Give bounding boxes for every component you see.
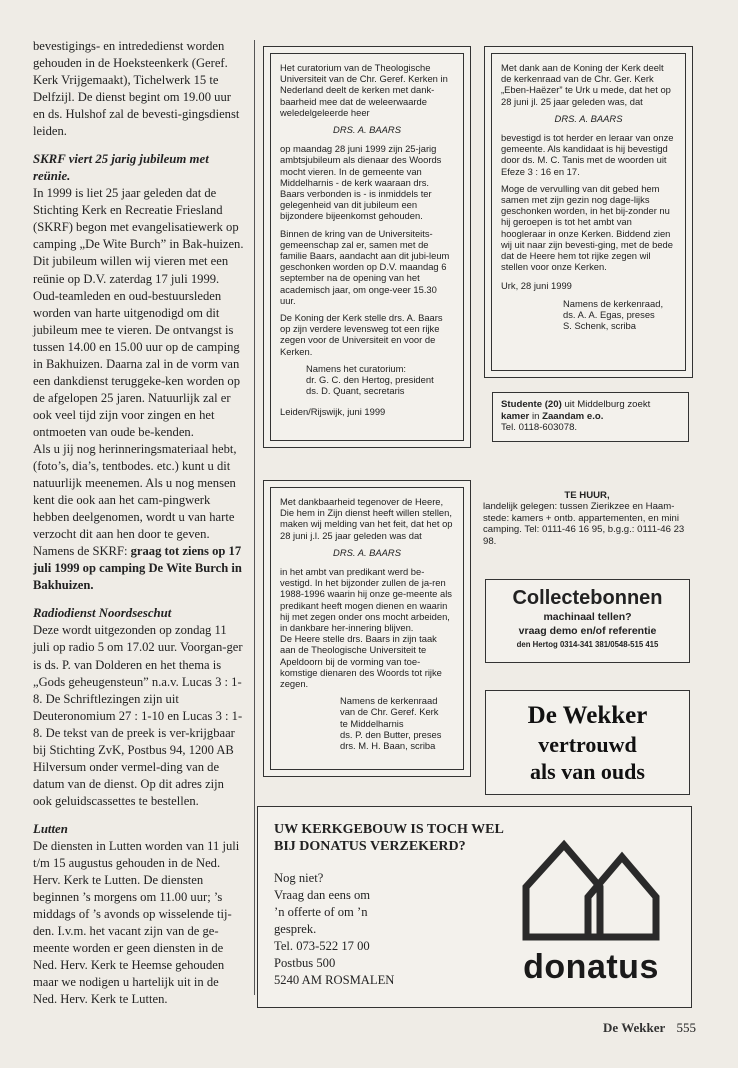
footer-magazine: De Wekker: [603, 1020, 666, 1035]
intro-paragraph: bevestigings- en intrededienst worden gehouden in de Hoeksteenkerk (Geref. Kerk Vrijgemaakt), Tichelwerk 15 te Delfzijl. De dienst begint om 19.00 uur en ds. Hulshof zal de bevesti-gingsdienst leiden.: [33, 39, 240, 139]
curatorium-paragraph-1: op maandag 28 juni 1999 zijn 25-jarig ambtsjubileum als dienaar des Woords mocht vieren. In de gemeente van Middelharnis - de kerk waaraan drs. Baars verbonden is - is inmiddels ter gelegenheid van dit jubileum een bijzondere bijeenkomst gehouden.: [280, 143, 442, 222]
middelharnis-sign-5: drs. M. H. Baan, scriba: [340, 740, 436, 752]
te-huur-text: landelijk gelegen: tussen Zierikzee en Haam-stede: kamers + ontb. appartementen, en mini camping. Tel: 0111-46 16 95, b.g.g.: 0111-46 23 98.: [483, 501, 685, 547]
curatorium-place: Leiden/Rijswijk, juni 1999: [280, 406, 386, 418]
skrf-heading: SKRF viert 25 jarig jubileum met reünie.: [33, 152, 209, 184]
lutten-paragraph: De diensten in Lutten worden van 11 juli t/m 15 augustus gehouden in de Ned. Herv. Kerk te Lutten. De diensten beginnen ’s morgens om 11.00 uur; ’s middags of ’s avonds op wisselende tij-den. I.v.m. het vacant zijn van de ge-meente worden er geen diensten in de Ned. Herv. Kerk te Heemse gehouden maar we nodigen u hartelijk uit in de Ned. Herv. Kerk te Lutten.: [33, 838, 240, 1007]
donatus-ad: [257, 806, 692, 1008]
lutten-heading: Lutten: [33, 821, 68, 836]
collecte-title: Collectebonnen: [512, 587, 663, 609]
urk-paragraph-1: bevestigd is tot herder en leraar van onze gemeente. Als kandidaat is hij bevestigd door ds. M. C. Tanis met de woorden uit Efeze 3 : 16 en 17.: [501, 132, 674, 177]
middelharnis-paragraph-1: in het ambt van predikant werd be-vestigd. In het bijzonder zullen de ja-ren 1988-1996 waarin hij onze ge-meente als predikant heeft mogen dienen en waarin hij met zegen onder ons mocht arbeiden, in dankbare her-innering blijven.: [280, 566, 452, 634]
collecte-ad: [485, 579, 690, 663]
donatus-logo: donatus: [523, 948, 659, 986]
skrf-invite: graag tot ziens op 17 juli 1999 op camping De Wite Burch in Bakhuizen.: [33, 544, 242, 593]
collecte-contact: den Hertog 0314-341 381/0548-515 415: [516, 640, 659, 649]
te-huur-ad: [483, 490, 691, 547]
footer-page-number: 555: [676, 1020, 696, 1035]
donatus-line-7: 5240 AM ROSMALEN: [274, 973, 395, 987]
curatorium-sign-3: ds. D. Quant, secretaris: [306, 385, 405, 397]
skrf-paragraph-1: In 1999 is liet 25 jaar geleden dat de Stichting Kerk en Recreatie Friesland (SKRF) begon met evangelisatiewerk op camping „De Wite Burch” in Bak-huizen.: [33, 186, 244, 252]
radio-paragraph: Deze wordt uitgezonden op zondag 11 juli op radio 5 om 17.02 uur. Voorgan-ger is ds. P. van Dolderen en het thema is „Gods geheugensteun” n.a.v. Lucas 3 : 1-8. De Schriftlezingen zijn uit Deuteronomium 27 : 1-10 en Lucas 3 : 1-8. De tekst van de preek is ver-krijgbaar bij Stichting ZvK, Postbus 94, 1200 AB Hilversum onder vermel-ding van de datum van de dienst. Op dit adres zijn ook geluidscassettes te bestellen.: [33, 623, 243, 808]
urk-intro: Met dank aan de Koning der Kerk deelt de kerkenraad van de Chr. Ger. Kerk „Eben-Haëzer” te Urk u mede, dat het op 28 juni jl. 25 jaar geleden was, dat: [501, 62, 671, 107]
donatus-headline-2: BIJ DONATUS VERZEKERD?: [274, 839, 466, 854]
wekker-line-1: De Wekker: [527, 702, 648, 729]
donatus-line-3: ’n offerte of om ’n: [274, 905, 368, 919]
collecte-subtitle-2: vraag demo en/of referentie: [518, 625, 657, 637]
donatus-line-2: Vraag dan eens om: [274, 888, 371, 902]
wekker-ad: [485, 690, 690, 795]
donatus-line-4: gesprek.: [274, 922, 317, 936]
donatus-headline-1: UW KERKGEBOUW IS TOCH WEL: [274, 822, 504, 837]
column-divider: [254, 40, 255, 995]
skrf-signoff: Namens de SKRF:: [33, 544, 131, 559]
urk-place: Urk, 28 juni 1999: [501, 280, 572, 292]
notice-urk: [484, 46, 693, 378]
studente-tel: Tel. 0118-603078.: [501, 422, 578, 433]
studente-text-1: uit Middelburg zoekt: [561, 399, 651, 410]
church-outline-icon: [516, 827, 666, 945]
curatorium-sign-2: dr. G. C. den Hertog, president: [306, 374, 434, 386]
skrf-paragraph-4: [33, 543, 245, 594]
urk-sign-3: S. Schenk, scriba: [563, 320, 636, 332]
donatus-line-5: Tel. 073-522 17 00: [274, 939, 370, 953]
middelharnis-sign-4: ds. P. den Butter, preses: [340, 728, 442, 740]
curatorium-sign-1: Namens het curatorium:: [306, 362, 407, 374]
studente-ad: [492, 392, 689, 442]
notice-middelharnis: [263, 480, 471, 777]
urk-name: DRS. A. BAARS: [554, 112, 623, 124]
te-huur-title: TE HUUR,: [564, 490, 610, 501]
studente-line: [501, 399, 680, 422]
wekker-line-3: als van ouds: [530, 759, 645, 784]
curatorium-intro: Het curatorium van de Theologische Universiteit van de Chr. Geref. Kerken in Nederland deelt de kerken met dank-baarheid mee dat de weleerwaarde weledelgeleerde heer: [280, 62, 448, 118]
curatorium-name: DRS. A. BAARS: [333, 124, 401, 136]
curatorium-paragraph-3: De Koning der Kerk stelle drs. A. Baars op zijn verdere levensweg tot een rijke zegen voor de Universiteit en voor de Kerken.: [280, 312, 443, 357]
urk-sign-1: Namens de kerkenraad,: [563, 297, 664, 309]
donatus-line-6: Postbus 500: [274, 956, 336, 970]
middelharnis-name: DRS. A. BAARS: [333, 546, 401, 558]
radio-heading: Radiodienst Noordseschut: [33, 606, 172, 621]
studente-kamer: kamer: [501, 410, 530, 422]
studente-label: Studente (20): [501, 399, 562, 410]
skrf-paragraph-3: Als u jij nog herinneringsmateriaal hebt, (foto’s, dia’s, tentbodes. etc.) kunt u dit natuurlijk meenemen. Als u nog mensen kent die ook aan het cam-pingwerk hebben deelgenomen, wordt u van harte verzocht dit aan hen door te geven.: [33, 441, 237, 542]
wekker-line-2: vertrouwd: [538, 732, 637, 757]
middelharnis-sign-2: van de Chr. Geref. Kerk: [340, 706, 439, 718]
studente-location: Zaandam e.o.: [542, 410, 604, 422]
studente-text-2: in: [529, 410, 543, 422]
skrf-paragraph-2: Dit jubileum willen wij vieren met een reünie op D.V. zaterdag 17 juli 1999. Oud-teamleden en oud-bestuursleden worden van harte uitgenodigd om dit jubileum mee te vieren. De ontvangst is tussen 14.00 en 15.00 uur op de camping in Bakhuizen. Daarna zal in de vorm van een dankdienst teruggeke-ken worden op de afgelopen 25 jaren. Natuurlijk zal er ook veel tijd zijn voor zingen en het ontmoeten van oude be-kenden.: [33, 254, 241, 439]
page-footer: [603, 1020, 696, 1036]
collecte-subtitle-1: machinaal tellen?: [543, 611, 632, 623]
urk-sign-2: ds. A. A. Egas, preses: [563, 308, 655, 320]
middelharnis-paragraph-2: De Heere stelle drs. Baars in zijn taak aan de Theologische Universiteit te Apeldoorn bij de vorming van toe-komstige dienaren des Woords tot rijke zegen.: [280, 633, 442, 690]
curatorium-paragraph-2: Binnen de kring van de Universiteits-gemeenschap zal er, samen met de familie Baars, aandacht aan dit jubi-leum geschonken worden op D.V. maandag 6 september na de opening van het academisch jaar, om onge-veer 15.30 uur.: [280, 227, 450, 306]
middelharnis-sign-3: te Middelharnis: [340, 717, 404, 729]
donatus-line-1: Nog niet?: [274, 871, 324, 885]
middelharnis-intro: Met dankbaarheid tegenover de Heere, Die hem in Zijn dienst heeft willen stellen, maken wij melding van het feit, dat het op 28 juni j.l. 25 jaar geleden was dat: [280, 496, 453, 541]
donatus-body: [274, 870, 394, 989]
urk-paragraph-2: Moge de vervulling van dit gebed hem samen met zijn gezin nog dage-lijks geschonken worden, in het bij-zonder nu hij geroepen is tot het ambt van hoogleraar in onze Kerken. Biddend zien wij uit naar zijn bevesti-ging, met de bede dat de Heere hem tot rijke zegen wil stellen voor onze Kerken.: [501, 182, 673, 273]
notice-curatorium: [263, 46, 471, 448]
left-column: [33, 38, 245, 1008]
middelharnis-sign-1: Namens de kerkenraad: [340, 695, 438, 707]
